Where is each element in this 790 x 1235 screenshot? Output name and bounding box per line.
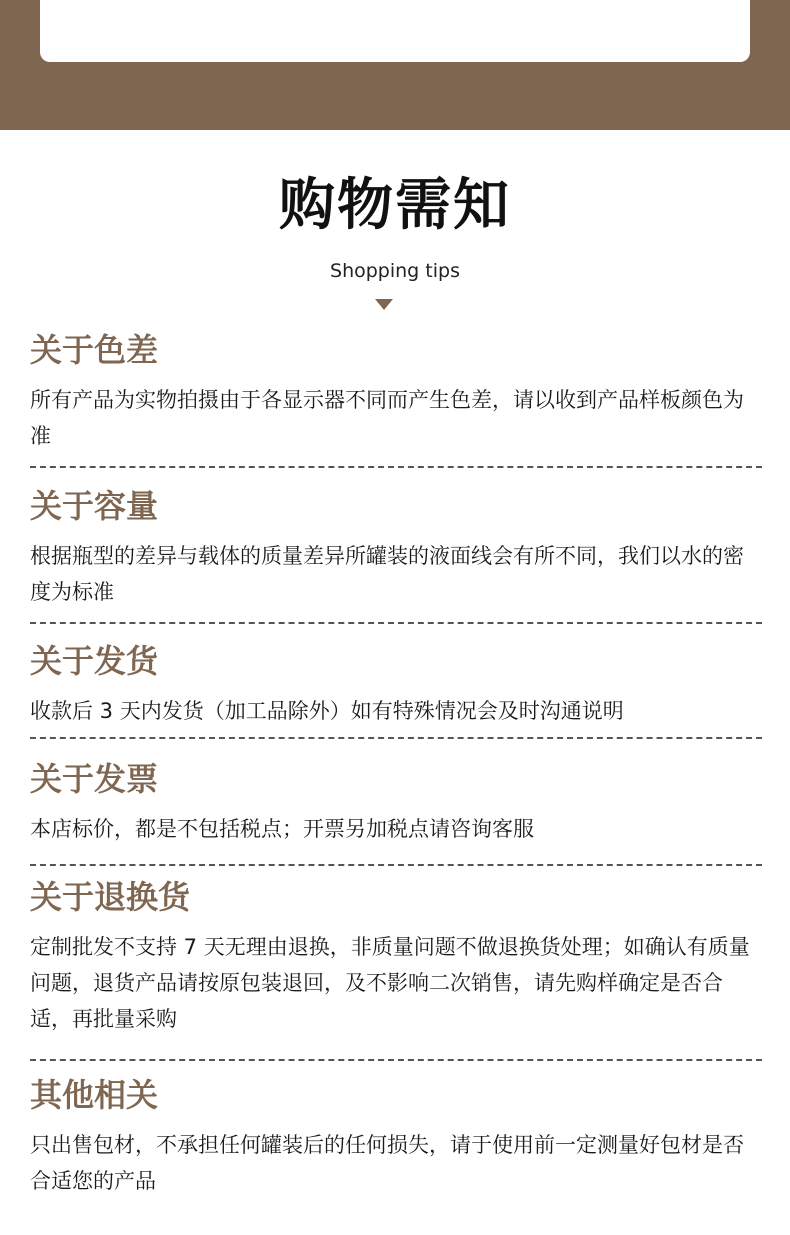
section-invoice <box>30 757 760 847</box>
section-divider <box>30 737 762 739</box>
section-heading: 关于容量 <box>30 487 159 525</box>
section-divider <box>30 864 762 866</box>
section-heading: 关于色差 <box>30 331 159 369</box>
section-color-difference <box>30 328 760 454</box>
section-divider <box>30 466 762 468</box>
section-divider <box>30 1059 762 1061</box>
section-divider <box>30 622 762 624</box>
section-returns <box>30 875 760 1037</box>
page-subtitle: Shopping tips <box>330 260 460 282</box>
section-heading: 关于发货 <box>30 642 159 680</box>
section-heading: 关于退换货 <box>30 878 191 916</box>
page-title: 购物需知 <box>279 173 511 238</box>
section-body: 收款后 3 天内发货（加工品除外）如有特殊情况会及时沟通说明 <box>30 699 624 723</box>
section-body: 本店标价，都是不包括税点；开票另加税点请咨询客服 <box>30 817 534 841</box>
section-heading: 关于发票 <box>30 760 159 798</box>
section-body: 根据瓶型的差异与载体的质量差异所罐装的液面线会有所不同，我们以水的密度为标准 <box>30 544 744 604</box>
top-card <box>40 0 750 62</box>
section-shipping <box>30 639 760 729</box>
section-other <box>30 1073 760 1199</box>
section-capacity <box>30 484 760 610</box>
section-body: 定制批发不支持 7 天无理由退换，非质量问题不做退换货处理；如确认有质量问题，退货产品请按原包装退回，及不影响二次销售，请先购样确定是否合适，再批量采购 <box>30 935 750 1031</box>
top-banner <box>0 0 790 130</box>
section-heading: 其他相关 <box>30 1076 159 1114</box>
down-triangle-icon <box>375 299 393 310</box>
section-body: 只出售包材，不承担任何罐装后的任何损失，请于使用前一定测量好包材是否合适您的产品 <box>30 1133 744 1193</box>
section-body: 所有产品为实物拍摄由于各显示器不同而产生色差，请以收到产品样板颜色为准 <box>30 388 744 448</box>
